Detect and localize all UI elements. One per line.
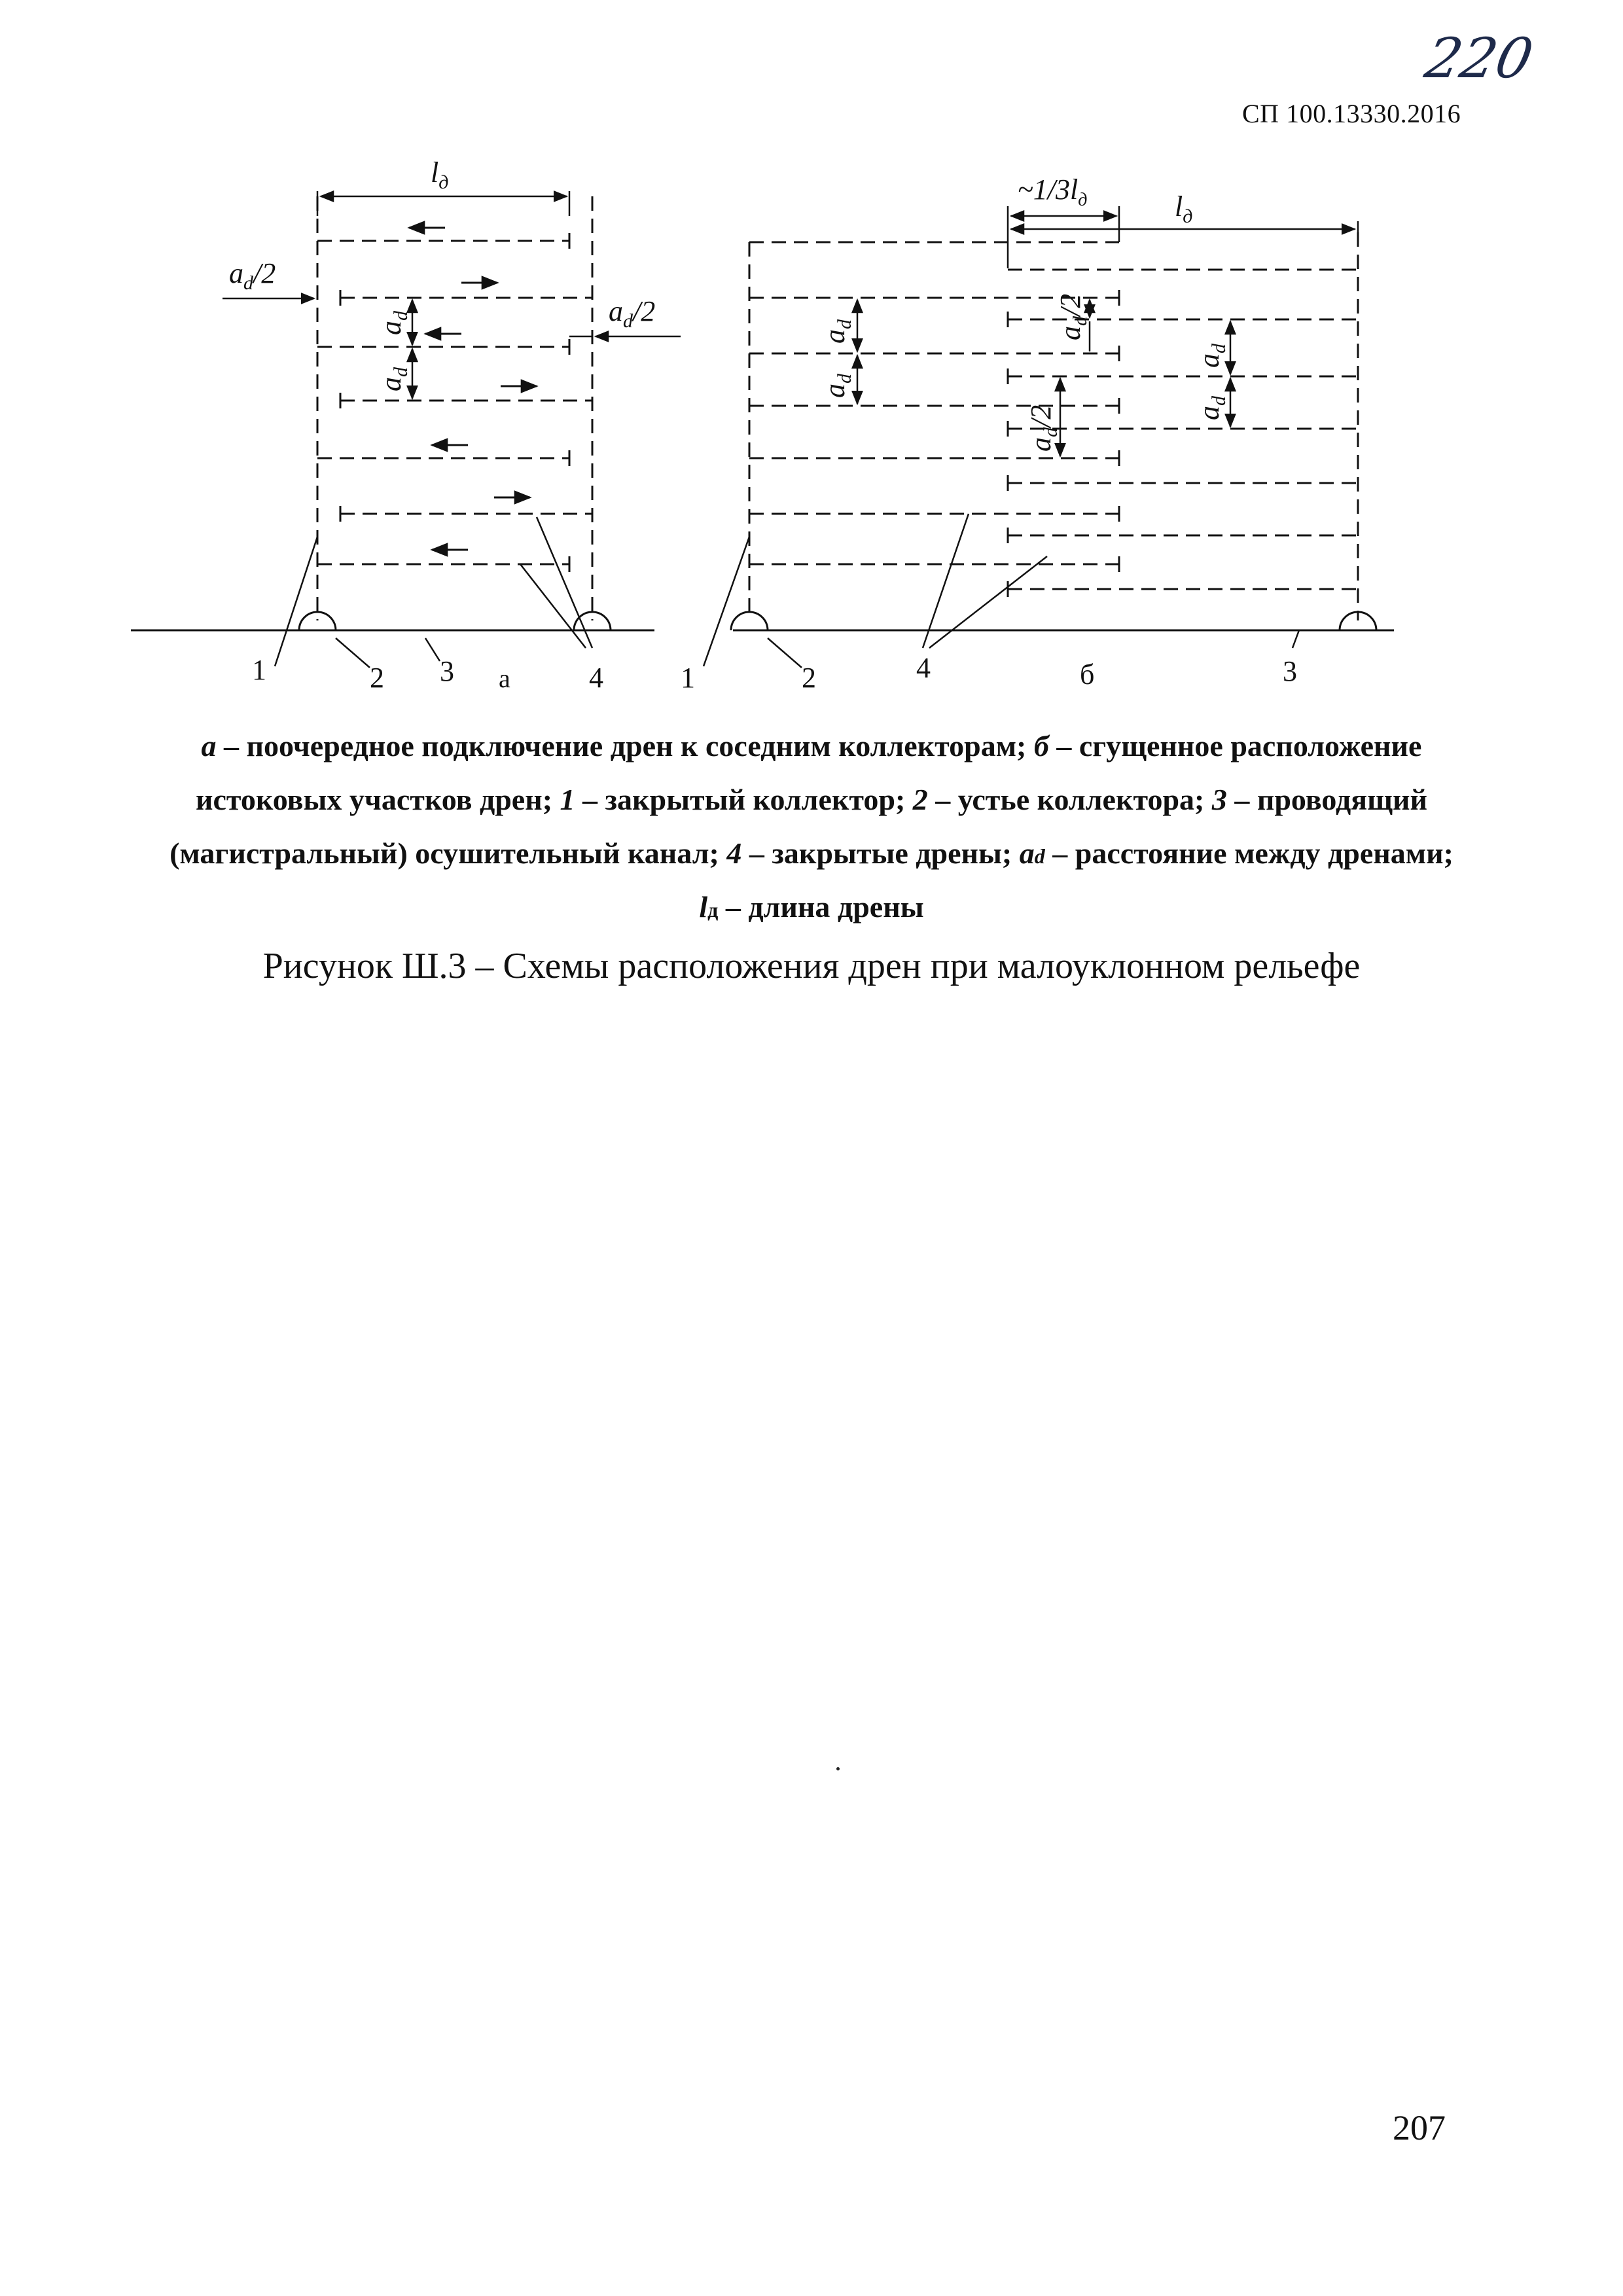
callout-3-b: 3 <box>1283 655 1297 687</box>
dim-ad-b-left-2: $a_d$ <box>819 374 855 398</box>
page-number: 207 <box>1393 2108 1446 2147</box>
drain-ends-a <box>340 233 569 572</box>
dimension-ld-a <box>317 191 569 216</box>
handwritten-page-number: 220 <box>1419 26 1539 90</box>
dim-ad2-left-a: $a_d/2$ <box>229 257 276 294</box>
dim-ld-a: $l_д$ <box>431 156 449 193</box>
caption-line-1: а – поочередное подключение дрен к соседним коллекторам; б – сгущенное расположение <box>201 729 1422 762</box>
dim-third-ld-b: $\sim 1/3l_д$ <box>1018 173 1088 210</box>
callout-2-a: 2 <box>370 662 384 694</box>
stray-dot <box>836 1767 840 1770</box>
dim-ad2-b-top: $a_d/2$ <box>1054 293 1091 340</box>
dim-ad2-b-bottom: $a_d/2$ <box>1025 404 1061 452</box>
callout-4-a: 4 <box>589 662 603 694</box>
callout-1-b: 1 <box>681 662 695 694</box>
drains-a <box>317 241 592 564</box>
outlet-a-left <box>299 612 336 630</box>
flow-arrows-a <box>409 228 537 550</box>
outlet-a-right <box>574 612 611 630</box>
panel-label-a: а <box>499 664 510 693</box>
caption-line-3: (магистральный) осушительный канал; 4 – закрытые дрены; ad – расстояние между дренами; <box>169 836 1454 870</box>
dim-ad-a-1: $a_d$ <box>375 311 412 335</box>
callout-1-a: 1 <box>252 654 266 686</box>
panel-label-b: б <box>1080 658 1095 691</box>
dim-ad2-right-a: $a_d/2$ <box>609 295 656 332</box>
figure-title: Рисунок Ш.3 – Схемы расположения дрен при малоуклонном рельефе <box>262 946 1361 986</box>
callout-leaders-b <box>704 514 1299 668</box>
callout-4-b: 4 <box>916 652 931 684</box>
panel-a <box>131 191 681 668</box>
callout-leaders-a <box>275 517 592 668</box>
dim-ad-b-left-1: $a_d$ <box>819 319 855 344</box>
dim-ad-b-right-2: $a_d$ <box>1193 396 1230 420</box>
dim-ad-b-right-1: $a_d$ <box>1193 344 1230 368</box>
dim-ld-b: $l_д$ <box>1175 190 1193 227</box>
callout-3-a: 3 <box>440 655 454 687</box>
caption-line-4: lд – длина дрены <box>699 890 924 924</box>
panel-b-labels <box>681 173 1297 694</box>
drainage-schemes-figure <box>0 0 1623 733</box>
caption-line-2: истоковых участков дрен; 1 – закрытый коллектор; 2 – устье коллектора; 3 – проводящий <box>195 783 1427 816</box>
document-code: СП 100.13330.2016 <box>1242 99 1461 128</box>
dimension-third-ld-b <box>1008 206 1119 268</box>
drains-b-left <box>749 242 1119 564</box>
dim-ad-a-2: $a_d$ <box>375 367 412 391</box>
callout-2-b: 2 <box>802 662 816 694</box>
outlet-b-left <box>731 612 768 630</box>
